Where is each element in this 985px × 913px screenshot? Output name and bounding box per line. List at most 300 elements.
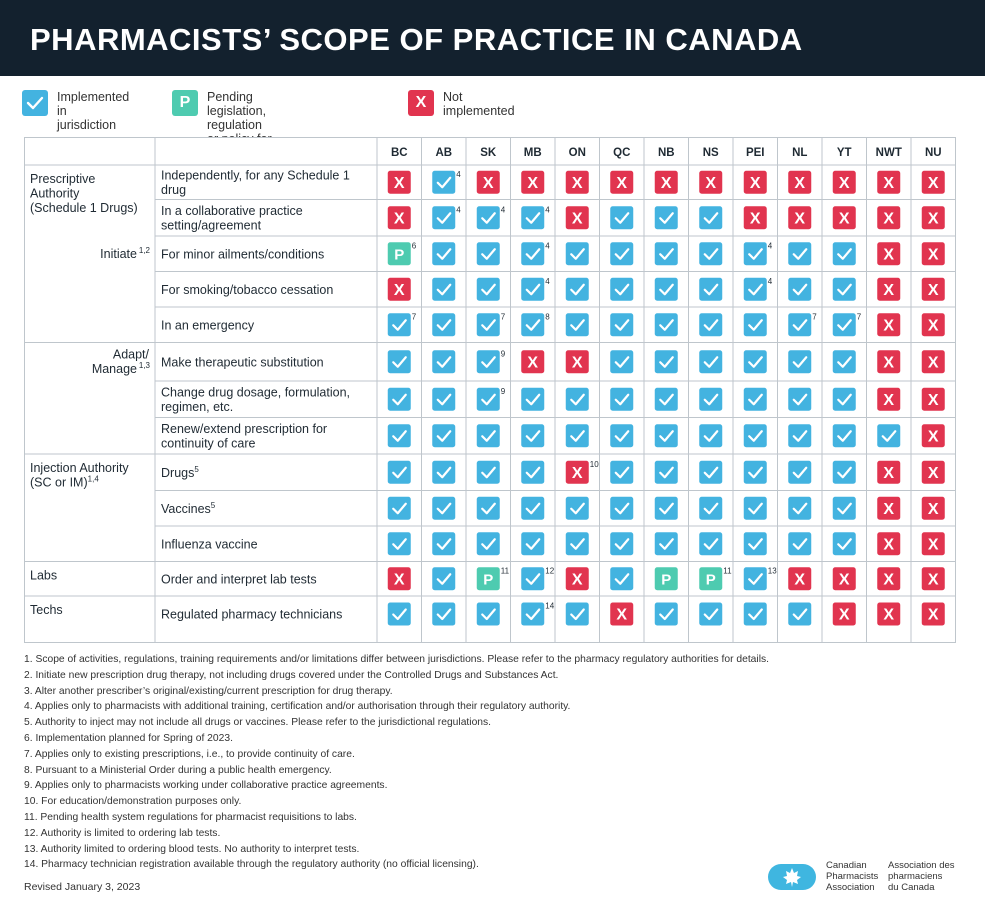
x-icon: X xyxy=(527,354,539,372)
footnote-9: 9. Applies only to pharmacists working under collaborative practice agreements. xyxy=(24,780,388,792)
not-implemented-cell-mb xyxy=(521,350,544,373)
not-implemented-cell-nl xyxy=(788,171,811,194)
implemented-cell-nwt xyxy=(877,424,900,447)
not-implemented-cell-nu xyxy=(922,278,945,301)
implemented-cell-ns xyxy=(699,461,722,484)
svg-text:Independently, for any Schedul: Independently, for any Schedule 1 xyxy=(161,168,350,183)
implemented-cell-qc xyxy=(610,242,633,265)
implemented-cell-ab xyxy=(432,603,455,626)
implemented-cell-on xyxy=(566,497,589,520)
not-implemented-cell-ns xyxy=(699,171,722,194)
not-implemented-cell-yt xyxy=(833,206,856,229)
p-icon: P xyxy=(705,571,716,589)
page-title: PHARMACISTS’ SCOPE OF PRACTICE IN CANADA xyxy=(30,22,803,57)
svg-text:In a collaborative practice: In a collaborative practice xyxy=(161,204,303,218)
x-icon: X xyxy=(883,391,895,409)
x-icon: X xyxy=(883,536,895,554)
implemented-cell-bc xyxy=(388,424,411,447)
legend-item-not-implemented xyxy=(408,90,515,118)
group-label-3 xyxy=(30,603,63,617)
implemented-cell-nb xyxy=(655,497,678,520)
x-icon: X xyxy=(660,174,672,192)
implemented-cell-nb xyxy=(655,278,678,301)
not-implemented-cell-bc xyxy=(388,278,411,301)
footnote-ref: 9 xyxy=(500,349,506,359)
not-implemented-cell-yt xyxy=(833,567,856,590)
x-icon: X xyxy=(927,317,939,335)
column-header-pei: PEI xyxy=(745,147,765,159)
footnote-ref: 4 xyxy=(767,276,773,286)
not-implemented-cell-nwt xyxy=(877,461,900,484)
x-icon: X xyxy=(883,464,895,482)
x-icon: X xyxy=(883,281,895,299)
implemented-cell-bc xyxy=(388,532,411,555)
not-implemented-cell-qc xyxy=(610,603,633,626)
implemented-cell-on xyxy=(566,424,589,447)
footnote-3: 3. Alter another prescriber’s original/existing/current prescription for drug therapy. xyxy=(24,685,393,697)
x-icon: X xyxy=(749,210,761,228)
not-implemented-cell-nb xyxy=(655,171,678,194)
x-icon: X xyxy=(927,391,939,409)
not-implemented-cell-nl xyxy=(788,567,811,590)
svg-text:Initiate: Initiate xyxy=(100,247,137,261)
not-implemented-cell-bc xyxy=(388,567,411,590)
x-icon: X xyxy=(794,174,806,192)
footnote-ref: 4 xyxy=(456,205,461,215)
implemented-cell-nl xyxy=(788,278,811,301)
implemented-cell-pei xyxy=(744,497,767,520)
implemented-cell-ab xyxy=(432,350,455,373)
not-implemented-cell-bc xyxy=(388,206,411,229)
row-label xyxy=(161,318,255,332)
x-icon: X xyxy=(883,571,895,589)
not-implemented-cell-nu xyxy=(922,424,945,447)
implemented-cell-on xyxy=(566,388,589,411)
implemented-cell-on xyxy=(566,242,589,265)
footnote-11: 11. Pending health system regulations for pharmacist requisitions to labs. xyxy=(24,811,357,823)
svg-text:Authority: Authority xyxy=(30,186,80,201)
implemented-cell-nl xyxy=(788,350,811,373)
x-icon: X xyxy=(527,174,539,192)
footnote-ref: 7 xyxy=(812,312,817,322)
not-implemented-cell-nl xyxy=(788,206,811,229)
implemented-cell-bc xyxy=(388,497,411,520)
not-implemented-cell-nwt xyxy=(877,388,900,411)
svg-text:In an emergency: In an emergency xyxy=(161,318,255,333)
not-implemented-cell-nu xyxy=(922,461,945,484)
legend-label: Not implemented xyxy=(443,90,515,118)
not-implemented-cell-mb xyxy=(521,171,544,194)
svg-text:(SC or IM)1,4: (SC or IM)$^{1,4}$ xyxy=(30,474,99,490)
implemented-cell-nl xyxy=(788,388,811,411)
x-icon: X xyxy=(482,174,494,192)
implemented-cell-ab xyxy=(432,497,455,520)
logo-text-fr: Association des pharmaciens du Canada xyxy=(888,860,955,893)
implemented-cell-ab xyxy=(432,278,455,301)
x-icon: X xyxy=(571,354,583,372)
not-implemented-cell-on xyxy=(566,206,589,229)
implemented-cell-qc xyxy=(610,278,633,301)
svg-text:Techs: Techs xyxy=(30,603,63,617)
x-icon: X xyxy=(883,174,895,192)
implemented-cell-nl xyxy=(788,497,811,520)
not-implemented-cell-nu xyxy=(922,603,945,626)
implemented-cell-mb xyxy=(521,461,544,484)
logo-text-en: Canadian Pharmacists Association xyxy=(826,860,879,893)
x-icon: X xyxy=(927,354,939,372)
check-icon xyxy=(26,96,44,110)
implemented-cell-on xyxy=(566,532,589,555)
footnote-ref: 11 xyxy=(500,566,510,576)
group-label-2 xyxy=(30,569,57,583)
column-header-ab: AB xyxy=(435,147,453,159)
implemented-cell-qc xyxy=(610,532,633,555)
implemented-cell-sk xyxy=(477,242,500,265)
x-icon: X xyxy=(927,500,939,518)
implemented-cell-nl xyxy=(788,461,811,484)
footnote-8: 8. Pursuant to a Ministerial Order during a public health emergency. xyxy=(24,764,332,776)
implemented-cell-ns xyxy=(699,206,722,229)
not-implemented-cell-sk xyxy=(477,171,500,194)
implemented-cell-mb xyxy=(521,424,544,447)
x-icon: X xyxy=(838,174,850,192)
row-label xyxy=(161,247,324,261)
footnote-2: 2. Initiate new prescription drug therapy, not including drugs covered under the Controlled Drugs and Substances Act. xyxy=(24,669,559,681)
svg-text:Influenza vaccine: Influenza vaccine xyxy=(161,537,258,552)
x-icon: X xyxy=(794,210,806,228)
svg-text:Drugs5: Drugs$^5$ xyxy=(161,464,199,480)
implemented-cell-qc xyxy=(610,497,633,520)
footnote-ref: 7 xyxy=(500,312,506,322)
not-implemented-cell-pei xyxy=(744,171,767,194)
footnote-ref: 4 xyxy=(767,241,773,251)
svg-text:Regulated pharmacy technicians: Regulated pharmacy technicians xyxy=(161,607,343,622)
implemented-cell-bc xyxy=(388,388,411,411)
implemented-cell-qc xyxy=(610,206,633,229)
x-icon: X xyxy=(705,174,717,192)
x-icon: X xyxy=(883,500,895,518)
x-icon: X xyxy=(393,281,405,299)
pending-cell-nb xyxy=(655,567,678,590)
column-header-nl: NL xyxy=(792,147,808,159)
cpha-logo xyxy=(766,860,966,900)
footnote-ref: 6 xyxy=(411,241,417,251)
row-label xyxy=(161,501,216,516)
implemented-cell-ab xyxy=(432,567,455,590)
not-implemented-cell-on xyxy=(566,567,589,590)
svg-text:1,2: 1,2 xyxy=(138,246,150,255)
implemented-cell-ns xyxy=(699,350,722,373)
implemented-cell-qc xyxy=(610,313,633,336)
not-implemented-cell-nu xyxy=(922,206,945,229)
svg-text:drug: drug xyxy=(161,183,187,197)
x-icon: X xyxy=(838,210,850,228)
implemented-cell-qc xyxy=(610,461,633,484)
implemented-cell-mb xyxy=(521,532,544,555)
x-icon: X xyxy=(616,174,628,192)
footnote-4: 4. Applies only to pharmacists with additional training, certification and/or authorisation through their regulatory authority. xyxy=(24,701,571,713)
x-icon: X xyxy=(571,210,583,228)
not-implemented-cell-nu xyxy=(922,171,945,194)
x-icon: X xyxy=(883,210,895,228)
row-label xyxy=(161,608,342,622)
x-icon: X xyxy=(927,428,939,446)
x-icon: X xyxy=(393,210,405,228)
implemented-cell-sk xyxy=(477,603,500,626)
column-header-ns: NS xyxy=(702,147,719,159)
footnote-10: 10. For education/demonstration purposes only. xyxy=(24,796,242,808)
not-implemented-cell-nwt xyxy=(877,350,900,373)
implemented-cell-ns xyxy=(699,603,722,626)
x-icon: X xyxy=(393,174,405,192)
not-implemented-cell-nwt xyxy=(877,242,900,265)
footnote-ref: 14 xyxy=(545,601,555,611)
not-implemented-cell-nu xyxy=(922,388,945,411)
footnote-7: 7. Applies only to existing prescriptions, i.e., to provide continuity of care. xyxy=(24,748,355,760)
implemented-cell-on xyxy=(566,278,589,301)
column-header-nb: NB xyxy=(657,147,675,159)
x-icon: X xyxy=(883,606,895,624)
not-implemented-cell-nwt xyxy=(877,206,900,229)
implemented-cell-mb xyxy=(521,497,544,520)
footnote-1: 1. Scope of activities, regulations, training requirements and/or limitations differ between jurisdictions. Please refer to the pharmacy regulatory authorities for details. xyxy=(24,654,769,665)
implemented-cell-nb xyxy=(655,350,678,373)
implemented-cell-nb xyxy=(655,603,678,626)
footnote-6: 6. Implementation planned for Spring of 2023. xyxy=(24,732,233,744)
x-icon: X xyxy=(749,174,761,192)
implemented-cell-nb xyxy=(655,242,678,265)
implemented-cell-yt xyxy=(833,532,856,555)
column-header-on: ON xyxy=(568,147,586,159)
implemented-cell-pei xyxy=(744,388,767,411)
scope-of-practice-table xyxy=(24,137,956,643)
legend-label: Pending legislation, regulation xyxy=(207,90,267,132)
svg-text:regimen, etc.: regimen, etc. xyxy=(161,400,234,414)
svg-text:For minor ailments/conditions: For minor ailments/conditions xyxy=(161,247,325,262)
svg-text:Change drug dosage, formulatio: Change drug dosage, formulation, xyxy=(161,385,351,400)
not-implemented-cell-nu xyxy=(922,567,945,590)
p-icon: P xyxy=(661,571,672,589)
footnote-ref: 7 xyxy=(856,312,862,322)
implemented-cell-yt xyxy=(833,388,856,411)
not-implemented-cell-nu xyxy=(922,532,945,555)
implemented-cell-nl xyxy=(788,532,811,555)
column-header-sk: SK xyxy=(480,147,497,159)
footnote-ref: 10 xyxy=(589,459,599,469)
footnote-ref: 8 xyxy=(545,312,550,322)
implemented-cell-yt xyxy=(833,461,856,484)
implemented-cell-yt xyxy=(833,350,856,373)
not-implemented-cell-nwt xyxy=(877,567,900,590)
implemented-cell-ab xyxy=(432,313,455,336)
column-header-nwt: NWT xyxy=(875,147,902,159)
implemented-cell-bc xyxy=(388,350,411,373)
svg-text:Prescriptive: Prescriptive xyxy=(30,172,96,186)
implemented-cell-ns xyxy=(699,242,722,265)
svg-text:Renew/extend prescription for: Renew/extend prescription for xyxy=(161,422,328,436)
row-label xyxy=(161,283,333,297)
header-banner xyxy=(0,0,985,76)
implemented-cell-pei xyxy=(744,424,767,447)
column-header-mb: MB xyxy=(523,147,542,159)
not-implemented-cell-nwt xyxy=(877,532,900,555)
svg-text:(Schedule 1 Drugs): (Schedule 1 Drugs) xyxy=(30,201,138,215)
svg-text:Labs: Labs xyxy=(30,568,58,583)
not-implemented-cell-bc xyxy=(388,171,411,194)
x-icon: X xyxy=(616,606,628,624)
legend-item-implemented xyxy=(22,90,129,132)
row-label xyxy=(161,355,324,369)
x-icon: X xyxy=(571,174,583,192)
not-implemented-cell-on xyxy=(566,171,589,194)
column-header-nu: NU xyxy=(924,147,942,159)
implemented-cell-nl xyxy=(788,603,811,626)
implemented-cell-bc xyxy=(388,461,411,484)
implemented-cell-on xyxy=(566,603,589,626)
implemented-cell-pei xyxy=(744,532,767,555)
legend-pending-swatch: P xyxy=(172,90,198,116)
implemented-cell-sk xyxy=(477,461,500,484)
svg-text:continuity of care: continuity of care xyxy=(161,436,256,451)
x-icon: X xyxy=(883,317,895,335)
implemented-cell-sk xyxy=(477,532,500,555)
not-implemented-cell-nwt xyxy=(877,313,900,336)
cpha-logo-icon xyxy=(766,862,818,892)
x-icon: X xyxy=(571,464,583,482)
implemented-cell-pei xyxy=(744,603,767,626)
implemented-cell-nb xyxy=(655,424,678,447)
x-icon: X xyxy=(927,174,939,192)
legend-label: Implemented in jurisdiction xyxy=(57,90,130,132)
implemented-cell-bc xyxy=(388,603,411,626)
x-icon: X xyxy=(393,571,405,589)
implemented-cell-qc xyxy=(610,567,633,590)
x-icon: X xyxy=(927,464,939,482)
row-label xyxy=(161,465,199,480)
not-implemented-cell-nu xyxy=(922,350,945,373)
footnote-ref: 4 xyxy=(456,169,461,179)
implemented-cell-mb xyxy=(521,388,544,411)
not-implemented-cell-nwt xyxy=(877,603,900,626)
not-implemented-cell-yt xyxy=(833,171,856,194)
footnote-ref: 4 xyxy=(545,205,550,215)
implemented-cell-nb xyxy=(655,388,678,411)
implemented-cell-nb xyxy=(655,532,678,555)
footnote-ref: 9 xyxy=(500,386,506,396)
svg-text:Make therapeutic substitution: Make therapeutic substitution xyxy=(161,355,324,370)
svg-text:Injection Authority: Injection Authority xyxy=(30,461,129,475)
implemented-cell-qc xyxy=(610,424,633,447)
footnote-ref: 12 xyxy=(545,566,555,576)
not-implemented-cell-nu xyxy=(922,242,945,265)
x-icon: X xyxy=(883,246,895,264)
implemented-cell-ab xyxy=(432,388,455,411)
footnote-ref: 4 xyxy=(545,276,550,286)
svg-text:Vaccines5: Vaccines$^5$ xyxy=(161,500,216,516)
x-icon: X xyxy=(927,606,939,624)
column-header-qc: QC xyxy=(613,147,631,159)
implemented-cell-ns xyxy=(699,313,722,336)
not-implemented-cell-nu xyxy=(922,497,945,520)
implemented-cell-sk xyxy=(477,424,500,447)
implemented-cell-qc xyxy=(610,388,633,411)
x-icon: X xyxy=(883,354,895,372)
svg-text:For smoking/tobacco cessation: For smoking/tobacco cessation xyxy=(161,282,334,297)
implemented-cell-qc xyxy=(610,350,633,373)
footnote-ref: 11 xyxy=(723,566,732,576)
footnote-ref: 7 xyxy=(411,312,417,322)
row-label xyxy=(161,572,317,586)
svg-text:Adapt/: Adapt/ xyxy=(112,347,149,362)
implemented-cell-yt xyxy=(833,497,856,520)
revised-date: Revised January 3, 2023 xyxy=(24,881,141,893)
row-label xyxy=(161,537,258,551)
implemented-cell-ns xyxy=(699,532,722,555)
implemented-cell-yt xyxy=(833,278,856,301)
svg-text:1,3: 1,3 xyxy=(138,361,150,370)
legend-not-swatch: X xyxy=(408,90,434,116)
implemented-cell-ab xyxy=(432,532,455,555)
implemented-cell-pei xyxy=(744,461,767,484)
not-implemented-cell-nwt xyxy=(877,171,900,194)
not-implemented-cell-yt xyxy=(833,603,856,626)
x-icon: X xyxy=(927,536,939,554)
implemented-cell-yt xyxy=(833,424,856,447)
implemented-cell-pei xyxy=(744,313,767,336)
x-icon: X xyxy=(927,281,939,299)
implemented-cell-ns xyxy=(699,424,722,447)
column-header-bc: BC xyxy=(390,147,408,159)
not-implemented-cell-on xyxy=(566,350,589,373)
implemented-cell-ab xyxy=(432,242,455,265)
implemented-cell-ns xyxy=(699,388,722,411)
x-icon: X xyxy=(927,210,939,228)
implemented-cell-nb xyxy=(655,461,678,484)
x-icon: X xyxy=(571,571,583,589)
implemented-cell-yt xyxy=(833,242,856,265)
implemented-cell-sk xyxy=(477,278,500,301)
footnote-ref: 13 xyxy=(767,566,777,576)
implemented-cell-nb xyxy=(655,206,678,229)
implemented-cell-ab xyxy=(432,424,455,447)
implemented-cell-on xyxy=(566,313,589,336)
p-icon: P xyxy=(483,571,494,589)
not-implemented-cell-nwt xyxy=(877,278,900,301)
implemented-cell-sk xyxy=(477,497,500,520)
footnote-ref: 4 xyxy=(545,241,550,251)
not-implemented-cell-nu xyxy=(922,313,945,336)
x-icon: X xyxy=(838,606,850,624)
not-implemented-cell-qc xyxy=(610,171,633,194)
not-implemented-cell-nwt xyxy=(877,497,900,520)
implemented-cell-nl xyxy=(788,424,811,447)
implemented-cell-ns xyxy=(699,278,722,301)
footnote-ref: 4 xyxy=(500,205,506,215)
svg-text:Order and interpret lab tests: Order and interpret lab tests xyxy=(161,572,317,587)
x-icon: X xyxy=(927,571,939,589)
implemented-cell-pei xyxy=(744,350,767,373)
footnote-14: 14. Pharmacy technician registration available through the regulatory authority (no official licensing). xyxy=(24,859,479,871)
svg-text:Manage: Manage xyxy=(91,362,137,376)
svg-text:setting/agreement: setting/agreement xyxy=(161,218,262,233)
x-icon: X xyxy=(838,571,850,589)
implemented-cell-nl xyxy=(788,242,811,265)
x-icon: X xyxy=(927,246,939,264)
not-implemented-cell-pei xyxy=(744,206,767,229)
implemented-cell-ns xyxy=(699,497,722,520)
implemented-cell-nb xyxy=(655,313,678,336)
p-icon: P xyxy=(394,246,405,264)
